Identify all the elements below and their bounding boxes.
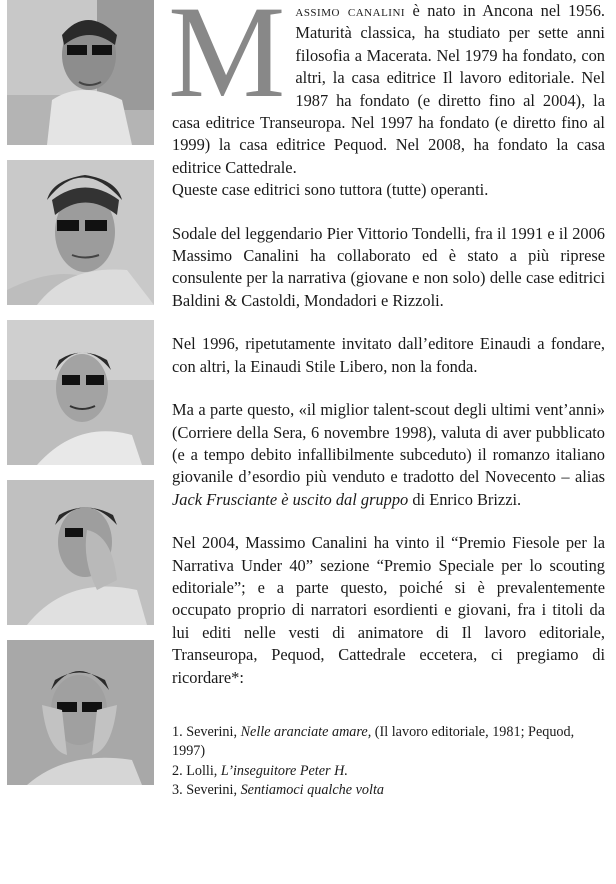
- paragraph-text: Ma a parte questo, «il miglior talent-scout degli ultimi vent’anni» (Corriere della Sera, 6 novembre 1998), valuta di aver pubblicato (e a tempo debito infallibilmente subceduto) il romanzo italiano giovanile d’esordio più venduto e tradotto del Novecento – alias: [172, 400, 605, 487]
- paragraph-talent-scout: [172, 399, 605, 511]
- paragraph-text: di Enrico Brizzi.: [408, 489, 522, 509]
- paragraph-einaudi: Nel 1996, ripetutamente invitato dall’editore Einaudi a fondare, con altri, la Einaudi Stile Libero, non la fonda.: [172, 334, 605, 376]
- title-list: [172, 723, 605, 801]
- paragraph-intro: [168, 0, 605, 202]
- portrait-photo: [7, 0, 154, 145]
- portrait-photo: [7, 640, 154, 785]
- paragraph-premio: Nel 2004, Massimo Canalini ha vinto il “Premio Fiesole per la Narrativa Under 40” sezione “Premio Speciale per lo scouting editoriale”; e a parte questo, poiché si è prevalentemente occupato proprio di narratori esordienti e giovani, fra i titoli da lui editi nelle vesti di animatore di Il lavoro editoriale, Transeuropa, Pequod, Cattedrale eccetera, ci pregiamo di ricordare*:: [172, 533, 605, 687]
- portrait-photo: [7, 320, 154, 465]
- paragraph-text: Queste case editrici sono tuttora (tutte) operanti.: [172, 180, 489, 200]
- book-title: Nelle aranciate amare,: [240, 723, 372, 740]
- list-item: 1. Severini, Nelle aranciate amare, (Il lavoro editoriale, 1981; Pequod, 1997): [172, 723, 575, 760]
- paragraph-tondelli: Sodale del leggendario Pier Vittorio Tondelli, fra il 1991 e il 2006 Massimo Canalini ha collaborato ed è stato a più riprese consulente per la narrativa (giovane e non solo) delle case editrici Baldini & Castoldi, Mondadori e Rizzoli.: [172, 223, 605, 310]
- list-item: 2. Lolli, L’inseguitore Peter H.: [172, 762, 348, 779]
- book-title: Sentiamoci qualche volta: [240, 782, 384, 799]
- book-title: L’inseguitore Peter H.: [220, 762, 348, 779]
- paragraph-text: è nato in Ancona nel 1956. Maturità classica, ha studiato per sette anni filosofia a Macerata. Nel 1979 ha fondato, con altri, la casa editrice Il lavoro editoriale. Nel 1987 ha fondato (e diretto fino al 2004), la casa editrice Transeuropa. Nel 1997 ha fondato (e diretto fino al 1999) la casa editrice Pequod. Nel 2008, ha fondato la casa editrice Cattedrale.: [172, 1, 605, 177]
- book-title: Jack Frusciante è uscito dal gruppo: [172, 489, 409, 509]
- author-name: assimo canalini: [295, 1, 406, 20]
- portrait-photo: [7, 160, 154, 305]
- drop-cap: M: [168, 0, 286, 125]
- portrait-photo: [7, 480, 154, 625]
- photo-column: [7, 0, 154, 800]
- biography-text: [168, 0, 605, 801]
- list-item: 3. Severini, Sentiamoci qualche volta: [172, 782, 384, 799]
